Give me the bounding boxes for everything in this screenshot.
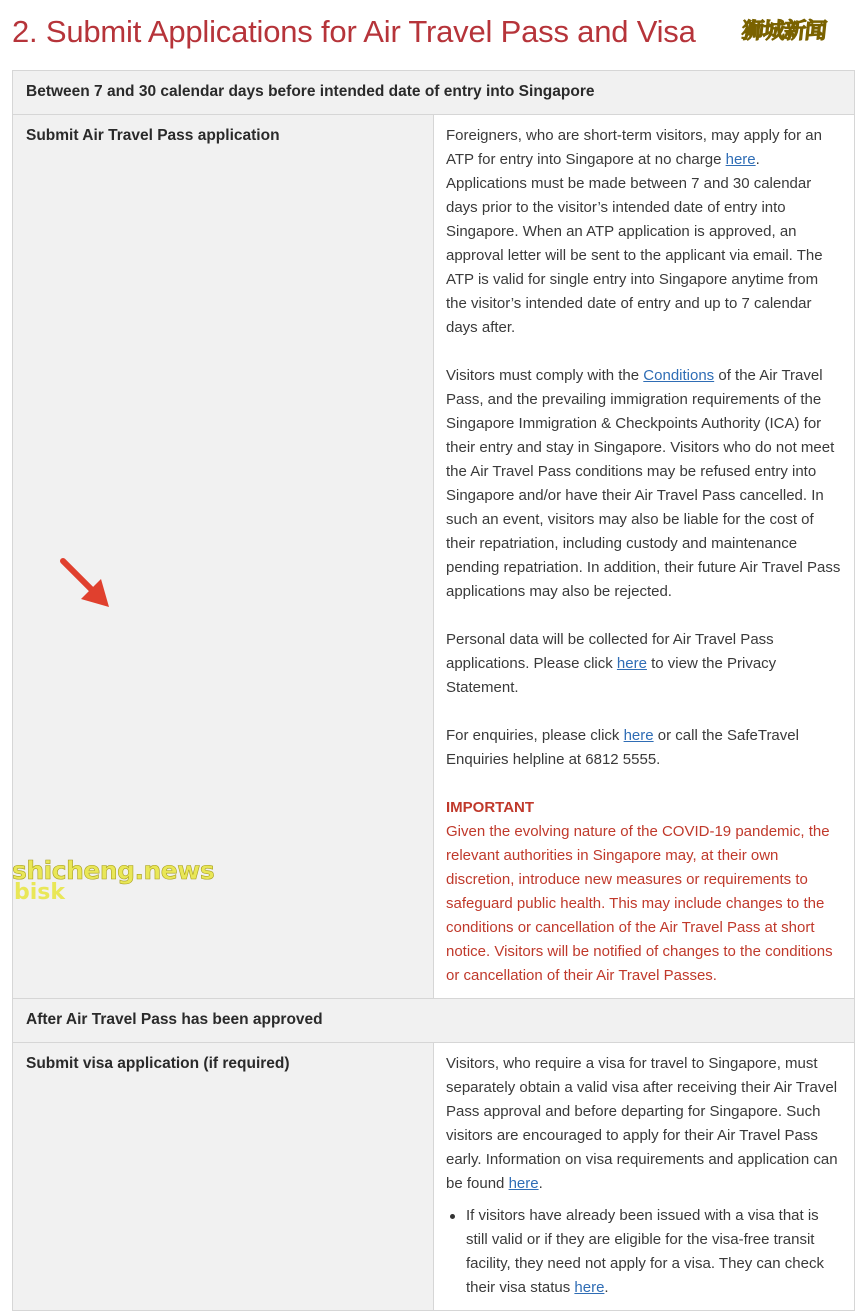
text: If visitors have already been issued with a visa that is still valid or if they are eligible for the visa-free transit facility, they need not apply for a visa. They can check their visa status — [466, 1207, 824, 1296]
paragraph-conditions — [446, 364, 842, 604]
row-content-cell — [434, 115, 855, 999]
info-table — [12, 70, 855, 1311]
list-item — [466, 1204, 842, 1300]
section-header-before-entry: Between 7 and 30 calendar days before intended date of entry into Singapore — [13, 71, 855, 115]
text: or call the SafeTravel Enquiries helpline at 6812 5555. — [446, 727, 799, 768]
text: Visitors must comply with the — [446, 367, 644, 384]
atp-apply-link[interactable]: here — [725, 151, 756, 168]
watermark-partial: bisk — [14, 880, 66, 905]
table-row — [13, 1043, 855, 1311]
text: For enquiries, please click — [446, 727, 624, 744]
paragraph-visa-intro — [446, 1052, 842, 1196]
privacy-statement-link[interactable]: here — [616, 655, 647, 672]
visa-bullet-list — [446, 1204, 842, 1300]
text: Visitors, who require a visa for travel to Singapore, must separately obtain a valid visa after receiving their Air Travel Pass approval and before departing for Singapore. Such visitors are encouraged to apply for their Air Travel Pass early. Information on visa requirements and application can be found — [446, 1055, 838, 1192]
important-heading: IMPORTANT — [446, 799, 535, 816]
red-arrow-icon — [59, 555, 115, 613]
paragraph-privacy — [446, 628, 842, 700]
enquiries-link[interactable]: here — [623, 727, 654, 744]
site-logo: 狮城新闻 — [740, 19, 828, 44]
row-label-visa: Submit visa application (if required) — [26, 1055, 290, 1072]
page-title: 2. Submit Applications for Air Travel Pass and Visa — [12, 14, 696, 49]
watermark: shicheng.news — [12, 856, 215, 885]
important-text: Given the evolving nature of the COVID-19 pandemic, the relevant authorities in Singapore may, at their own discretion, introduce new measures or requirements to safeguard public health. This may include changes to the conditions or cancellation of the Air Travel Pass at short notice. Visitors will be notified of changes to the conditions or cancellation of their Air Travel Passes. — [446, 823, 833, 984]
row-label-atp: Submit Air Travel Pass application — [26, 127, 280, 144]
row-label-cell — [13, 1043, 434, 1311]
section-header-row — [13, 71, 855, 115]
text: Personal data will be collected for Air Travel Pass applications. Please click — [446, 631, 774, 672]
important-notice — [446, 796, 842, 988]
text: to view the Privacy Statement. — [446, 655, 777, 696]
visa-status-link[interactable]: here — [574, 1279, 605, 1296]
text: . Applications must be made between 7 and 30 calendar days prior to the visitor’s intended date of entry into Singapore. When an ATP application is approved, an approval letter will be sent to the applicant via email. The ATP is valid for single entry into Singapore anytime from the visitor’s intended date of entry and up to 7 calendar days after. — [446, 151, 823, 336]
conditions-link[interactable]: Conditions — [643, 367, 715, 384]
section-header-after-approval: After Air Travel Pass has been approved — [13, 999, 855, 1043]
row-content-cell — [434, 1043, 855, 1311]
paragraph-atp-intro — [446, 124, 842, 340]
text: Foreigners, who are short-term visitors, may apply for an ATP for entry into Singapore at no charge — [446, 127, 822, 168]
text: . — [538, 1175, 543, 1192]
section-header-row — [13, 999, 855, 1043]
text: of the Air Travel Pass, and the prevailing immigration requirements of the Singapore Immigration & Checkpoints Authority (ICA) for their entry and stay in Singapore. Visitors who do not meet the Air Travel Pass conditions may be refused entry into Singapore and/or have their Air Travel Pass cancelled. In such an event, visitors may also be liable for the cost of their repatriation, including custody and maintenance pending repatriation. In addition, their future Air Travel Pass applications may also be rejected. — [446, 367, 841, 600]
text: . — [604, 1279, 609, 1296]
paragraph-enquiries — [446, 724, 842, 772]
visa-requirements-link[interactable]: here — [508, 1175, 539, 1192]
